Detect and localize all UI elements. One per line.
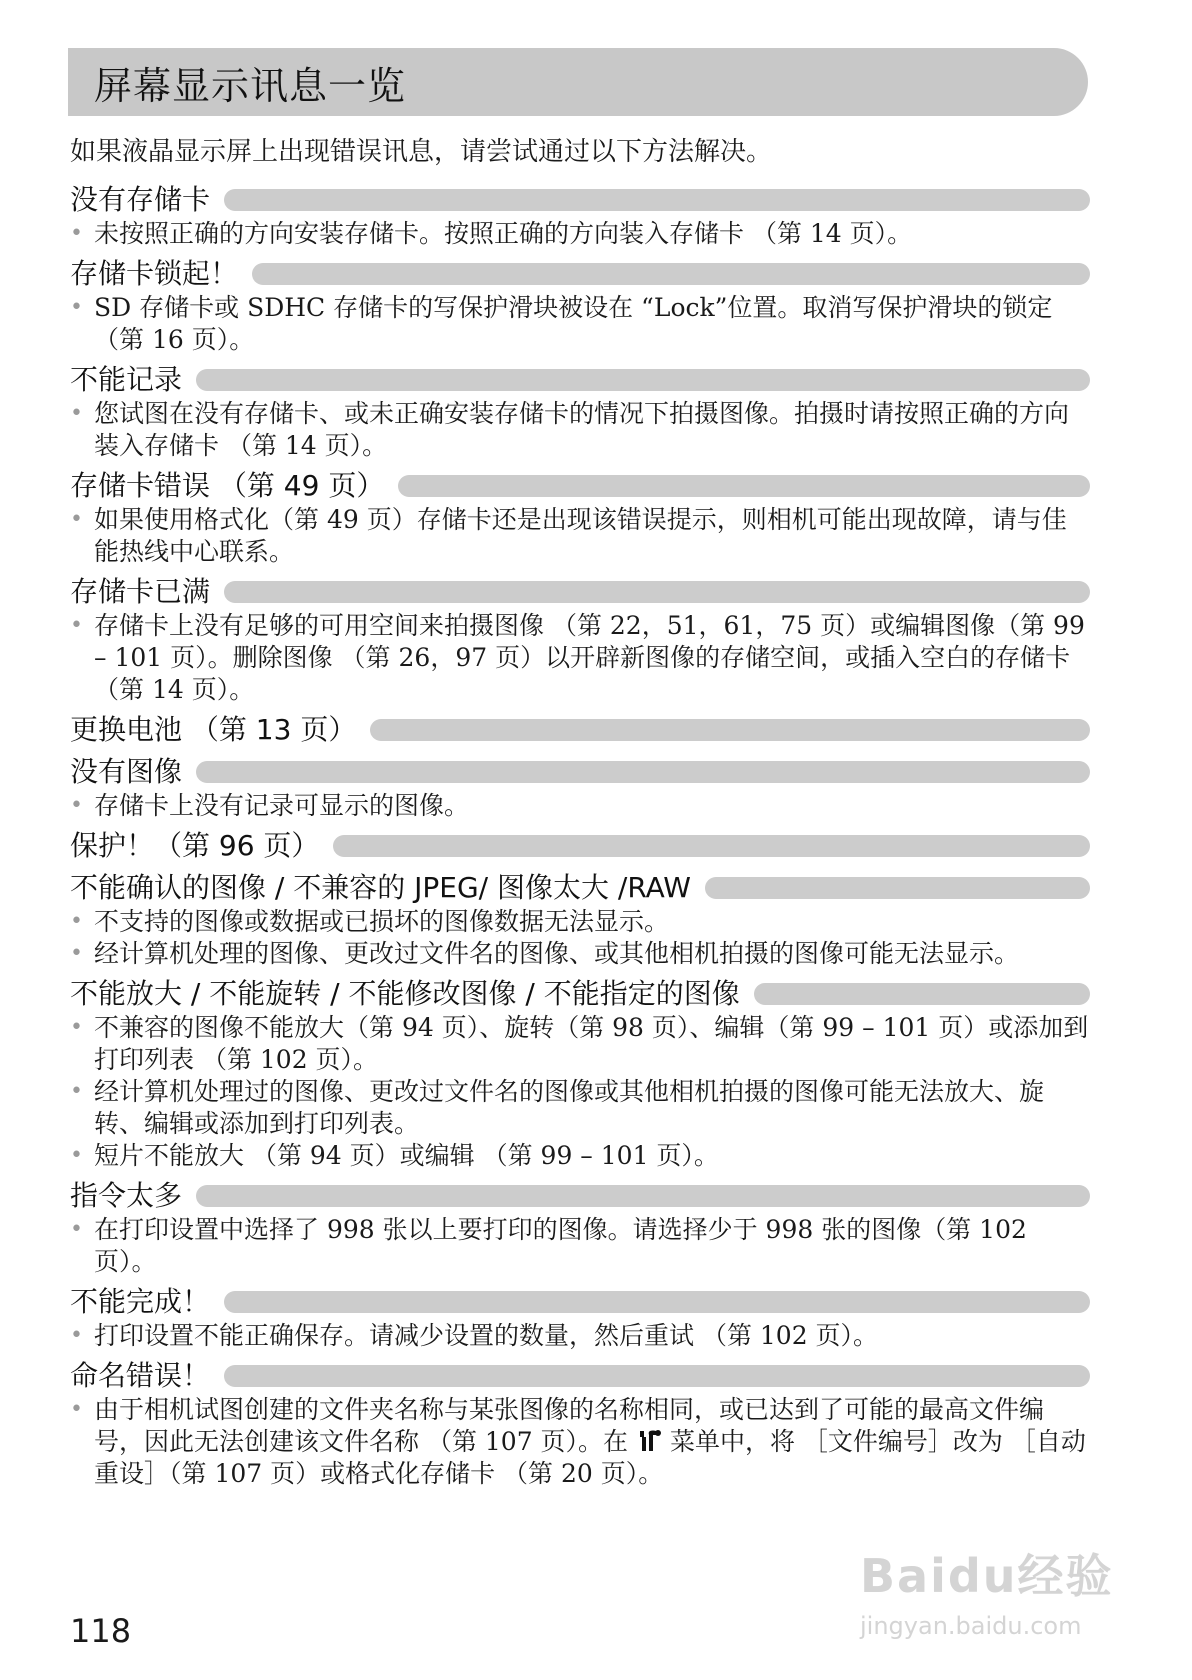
section-heading-text: 更换电池 （第 13 页） (70, 713, 357, 746)
heading-rule-bar (224, 581, 1090, 603)
message-section (70, 358, 1090, 462)
heading-rule-bar (754, 983, 1090, 1005)
section-heading-text: 保护！（第 96 页） (70, 829, 320, 862)
bullet-icon: • (70, 1143, 83, 1168)
section-heading-text: 不能放大 / 不能旋转 / 不能修改图像 / 不能指定的图像 (70, 977, 740, 1010)
section-item-list (70, 292, 1090, 356)
list-item-text: 不兼容的图像不能放大（第 94 页）、旋转（第 98 页）、编辑（第 99 – 101 页）或添加到打印列表 （第 102 页）。 (94, 1013, 1089, 1074)
heading-rule-bar (196, 761, 1090, 783)
section-item-list (70, 218, 1090, 250)
title-bar (68, 48, 1088, 116)
section-item-list (70, 1012, 1090, 1172)
intro-text: 如果液晶显示屏上出现错误讯息，请尝试通过以下方法解决。 (70, 137, 773, 167)
section-item-list (70, 1214, 1090, 1278)
message-section (70, 1280, 1090, 1352)
list-item-text: 如果使用格式化（第 49 页）存储卡还是出现该错误提示，则相机可能出现故障，请与佳能热线中心联系。 (94, 505, 1067, 566)
list-item-text: 不支持的图像或数据或已损坏的图像数据无法显示。 (94, 907, 670, 936)
section-item-list (70, 906, 1090, 970)
list-item-text: 未按照正确的方向安装存储卡。按照正确的方向装入存储卡 （第 14 页）。 (94, 219, 913, 248)
section-heading-text: 存储卡错误 （第 49 页） (70, 469, 385, 502)
section-item-list (70, 398, 1090, 462)
list-item-text: 您试图在没有存储卡、或未正确安装存储卡的情况下拍摄图像。拍摄时请按照正确的方向装入存储卡 （第 14 页）。 (94, 399, 1070, 460)
heading-rule-bar (398, 475, 1090, 497)
list-item-text: SD 存储卡或 SDHC 存储卡的写保护滑块被设在 “Lock”位置。取消写保护滑块的锁定 （第 16 页）。 (94, 293, 1053, 354)
section-heading (70, 708, 1090, 748)
message-section (70, 866, 1090, 970)
section-heading-text: 不能完成！ (70, 1285, 211, 1318)
list-item-text: 存储卡上没有记录可显示的图像。 (94, 791, 470, 820)
section-heading (70, 178, 1090, 218)
message-section (70, 824, 1090, 864)
section-heading (70, 1280, 1090, 1320)
message-section (70, 1174, 1090, 1278)
watermark-logo: Baidu经验 (860, 1549, 1114, 1603)
section-heading (70, 824, 1090, 864)
page-title: 屏幕显示讯息一览 (94, 63, 407, 108)
message-section (70, 464, 1090, 568)
section-heading (70, 1354, 1090, 1394)
section-item-list (70, 790, 1090, 822)
content (70, 134, 1090, 1490)
heading-rule-bar (333, 835, 1090, 857)
heading-rule-bar (252, 263, 1090, 285)
list-item-text: 在打印设置中选择了 998 张以上要打印的图像。请选择少于 998 张的图像（第 102 页）。 (94, 1215, 1027, 1276)
section-item-list (70, 1320, 1090, 1352)
list-item (70, 504, 1090, 568)
message-section (70, 1354, 1090, 1490)
list-item-text: 打印设置不能正确保存。请减少设置的数量，然后重试 （第 102 页）。 (94, 1321, 879, 1350)
list-item (70, 398, 1090, 462)
list-item (70, 790, 1090, 822)
settings-tools-icon (636, 1427, 662, 1456)
list-item-text: 由于相机试图创建的文件夹名称与某张图像的名称相同，或已达到了可能的最高文件编号，因此无法创建该文件名称 （第 107 页）。在 (94, 1395, 1045, 1456)
bullet-icon: • (70, 221, 83, 246)
message-section (70, 750, 1090, 822)
list-item-text: 存储卡上没有足够的可用空间来拍摄图像 （第 22，51，61，75 页）或编辑图像（第 99 – 101 页）。删除图像 （第 26，97 页）以开辟新图像的存储空间，或插入空白的存储卡 （第 14 页）。 (94, 611, 1085, 704)
message-section (70, 570, 1090, 706)
section-heading (70, 358, 1090, 398)
heading-rule-bar (705, 877, 1090, 899)
list-item-text: 短片不能放大 （第 94 页）或编辑 （第 99 – 101 页）。 (94, 1141, 719, 1170)
section-heading-text: 命名错误！ (70, 1359, 211, 1392)
heading-rule-bar (196, 1185, 1090, 1207)
heading-rule-bar (224, 1291, 1090, 1313)
heading-rule-bar (224, 189, 1090, 211)
section-heading (70, 866, 1090, 906)
list-item (70, 292, 1090, 356)
list-item (70, 1214, 1090, 1278)
bullet-icon: • (70, 941, 83, 966)
page-number: 118 (70, 1612, 132, 1650)
bullet-icon: • (70, 295, 83, 320)
section-heading-text: 没有存储卡 (70, 183, 211, 216)
bullet-icon: • (70, 1217, 83, 1242)
list-item (70, 610, 1090, 706)
bullet-icon: • (70, 793, 83, 818)
section-item-list (70, 610, 1090, 706)
heading-rule-bar (196, 369, 1090, 391)
section-heading-text: 存储卡锁起！ (70, 257, 239, 290)
heading-rule-bar (370, 719, 1090, 741)
bullet-icon: • (70, 507, 83, 532)
section-heading (70, 570, 1090, 610)
bullet-icon: • (70, 401, 83, 426)
section-item-list (70, 504, 1090, 568)
bullet-icon: • (70, 1323, 83, 1348)
bullet-icon: • (70, 1015, 83, 1040)
section-heading-text: 指令太多 (70, 1179, 183, 1212)
section-heading-text: 存储卡已满 (70, 575, 211, 608)
section-heading-text: 不能确认的图像 / 不兼容的 JPEG/ 图像太大 /RAW (70, 871, 691, 904)
error-message-list (70, 178, 1090, 1490)
section-heading (70, 252, 1090, 292)
bullet-icon: • (70, 613, 83, 638)
section-heading (70, 464, 1090, 504)
bullet-icon: • (70, 1079, 83, 1104)
section-item-list (70, 1394, 1090, 1490)
message-section (70, 972, 1090, 1172)
bullet-icon: • (70, 909, 83, 934)
list-item (70, 1394, 1090, 1490)
list-item (70, 1320, 1090, 1352)
message-section (70, 252, 1090, 356)
list-item-text: 经计算机处理过的图像、更改过文件名的图像或其他相机拍摄的图像可能无法放大、旋转、编辑或添加到打印列表。 (94, 1077, 1045, 1138)
watermark (860, 1540, 1140, 1660)
section-heading (70, 750, 1090, 790)
message-section (70, 708, 1090, 748)
list-item-text: 经计算机处理的图像、更改过文件名的图像、或其他相机拍摄的图像可能无法显示。 (94, 939, 1020, 968)
section-heading-text: 没有图像 (70, 755, 183, 788)
bullet-icon: • (70, 1397, 83, 1422)
list-item (70, 1012, 1090, 1076)
list-item (70, 906, 1090, 938)
list-item-text: 菜单中，将 ［文件编号］改为 ［自动重设］（第 107 页）或格式化存储卡 （第 20 页）。 (94, 1427, 1086, 1488)
section-heading (70, 1174, 1090, 1214)
list-item (70, 218, 1090, 250)
message-section (70, 178, 1090, 250)
section-heading (70, 972, 1090, 1012)
list-item (70, 938, 1090, 970)
section-heading-text: 不能记录 (70, 363, 183, 396)
list-item (70, 1140, 1090, 1172)
watermark-url: jingyan.baidu.com (860, 1612, 1082, 1640)
list-item (70, 1076, 1090, 1140)
heading-rule-bar (224, 1365, 1090, 1387)
